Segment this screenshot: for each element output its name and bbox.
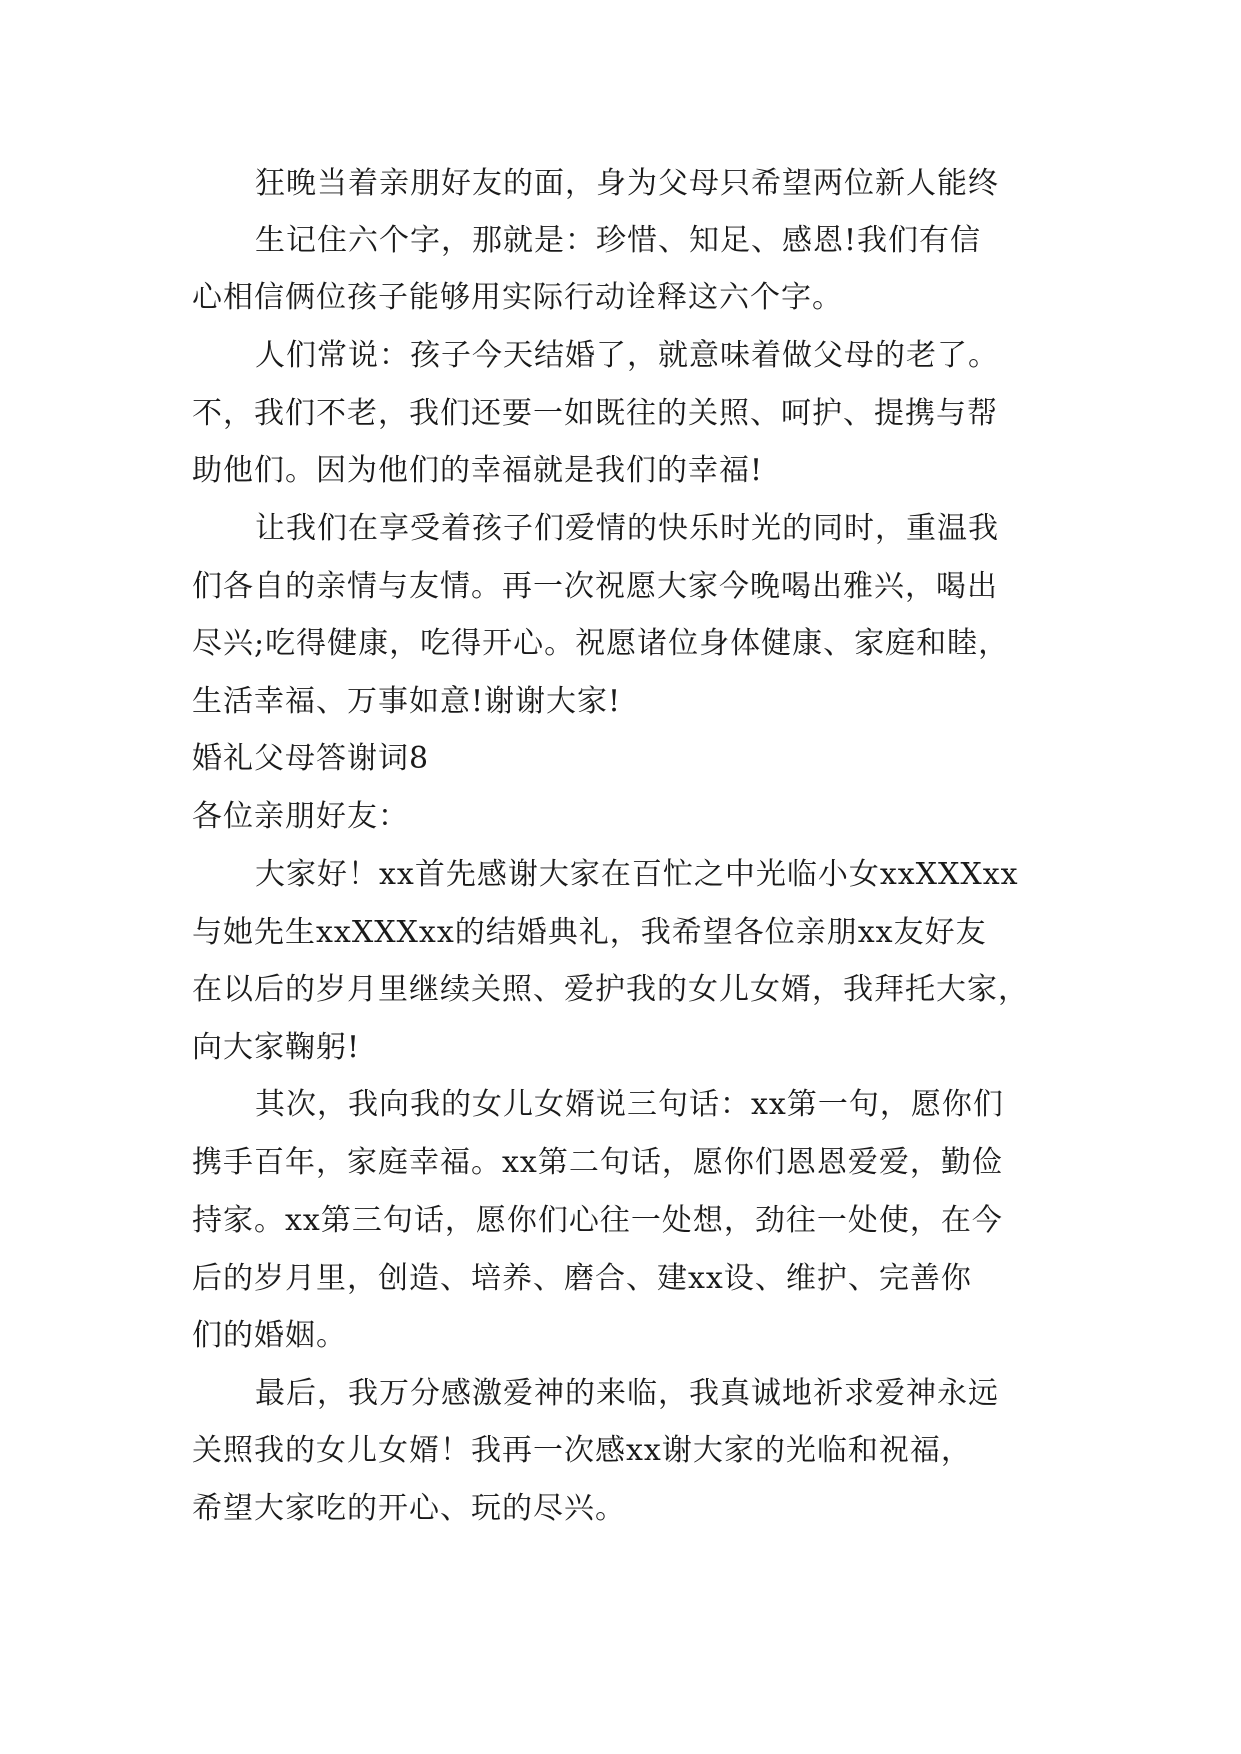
text-line: 关照我的女儿女婿！我再一次感xx谢大家的光临和祝福， bbox=[192, 1433, 972, 1468]
text-line: 携手百年，家庭幸福。xx第二句话，愿你们恩恩爱爱，勤俭 bbox=[192, 1145, 1003, 1180]
text-line: 尽兴;吃得健康，吃得开心。祝愿诸位身体健康、家庭和睦， bbox=[192, 626, 1010, 661]
text-line: 们各自的亲情与友情。再一次祝愿大家今晚喝出雅兴，喝出 bbox=[192, 569, 998, 604]
text-line: 让我们在享受着孩子们爱情的快乐时光的同时，重温我 bbox=[255, 511, 999, 546]
text-line: 心相信俩位孩子能够用实际行动诠释这六个字。 bbox=[192, 280, 843, 315]
text-line: 最后，我万分感激爱神的来临，我真诚地祈求爱神永远 bbox=[255, 1376, 999, 1411]
text-line: 人们常说：孩子今天结婚了，就意味着做父母的老了。 bbox=[255, 338, 999, 373]
text-line: 生活幸福、万事如意!谢谢大家! bbox=[192, 684, 622, 719]
text-line: 其次，我向我的女儿女婿说三句话：xx第一句，愿你们 bbox=[255, 1087, 1004, 1122]
text-line: 不，我们不老，我们还要一如既往的关照、呵护、提携与帮 bbox=[192, 396, 998, 431]
text-line: 生记住六个字，那就是：珍惜、知足、感恩!我们有信 bbox=[255, 223, 982, 258]
text-line: 助他们。因为他们的幸福就是我们的幸福! bbox=[192, 453, 764, 488]
text-line: 持家。xx第三句话，愿你们心往一处想，劲往一处使，在今 bbox=[192, 1203, 1003, 1238]
text-line: 与她先生xxXXXxx的结婚典礼，我希望各位亲朋xx友好友 bbox=[192, 915, 987, 950]
text-line: 向大家鞠躬! bbox=[192, 1030, 361, 1065]
text-line: 狂晚当着亲朋好友的面，身为父母只希望两位新人能终 bbox=[255, 166, 999, 201]
text-line: 大家好！xx首先感谢大家在百忙之中光临小女xxXXXxx bbox=[255, 857, 1019, 892]
text-line: 在以后的岁月里继续关照、爱护我的女儿女婿，我拜托大家， bbox=[192, 972, 1029, 1007]
salutation: 各位亲朋好友： bbox=[192, 799, 409, 834]
text-line: 们的婚姻。 bbox=[192, 1318, 347, 1353]
text-line: 后的岁月里，创造、培养、磨合、建xx设、维护、完善你 bbox=[192, 1261, 972, 1296]
section-heading: 婚礼父母答谢词8 bbox=[192, 741, 430, 776]
text-line: 希望大家吃的开心、玩的尽兴。 bbox=[192, 1491, 626, 1526]
